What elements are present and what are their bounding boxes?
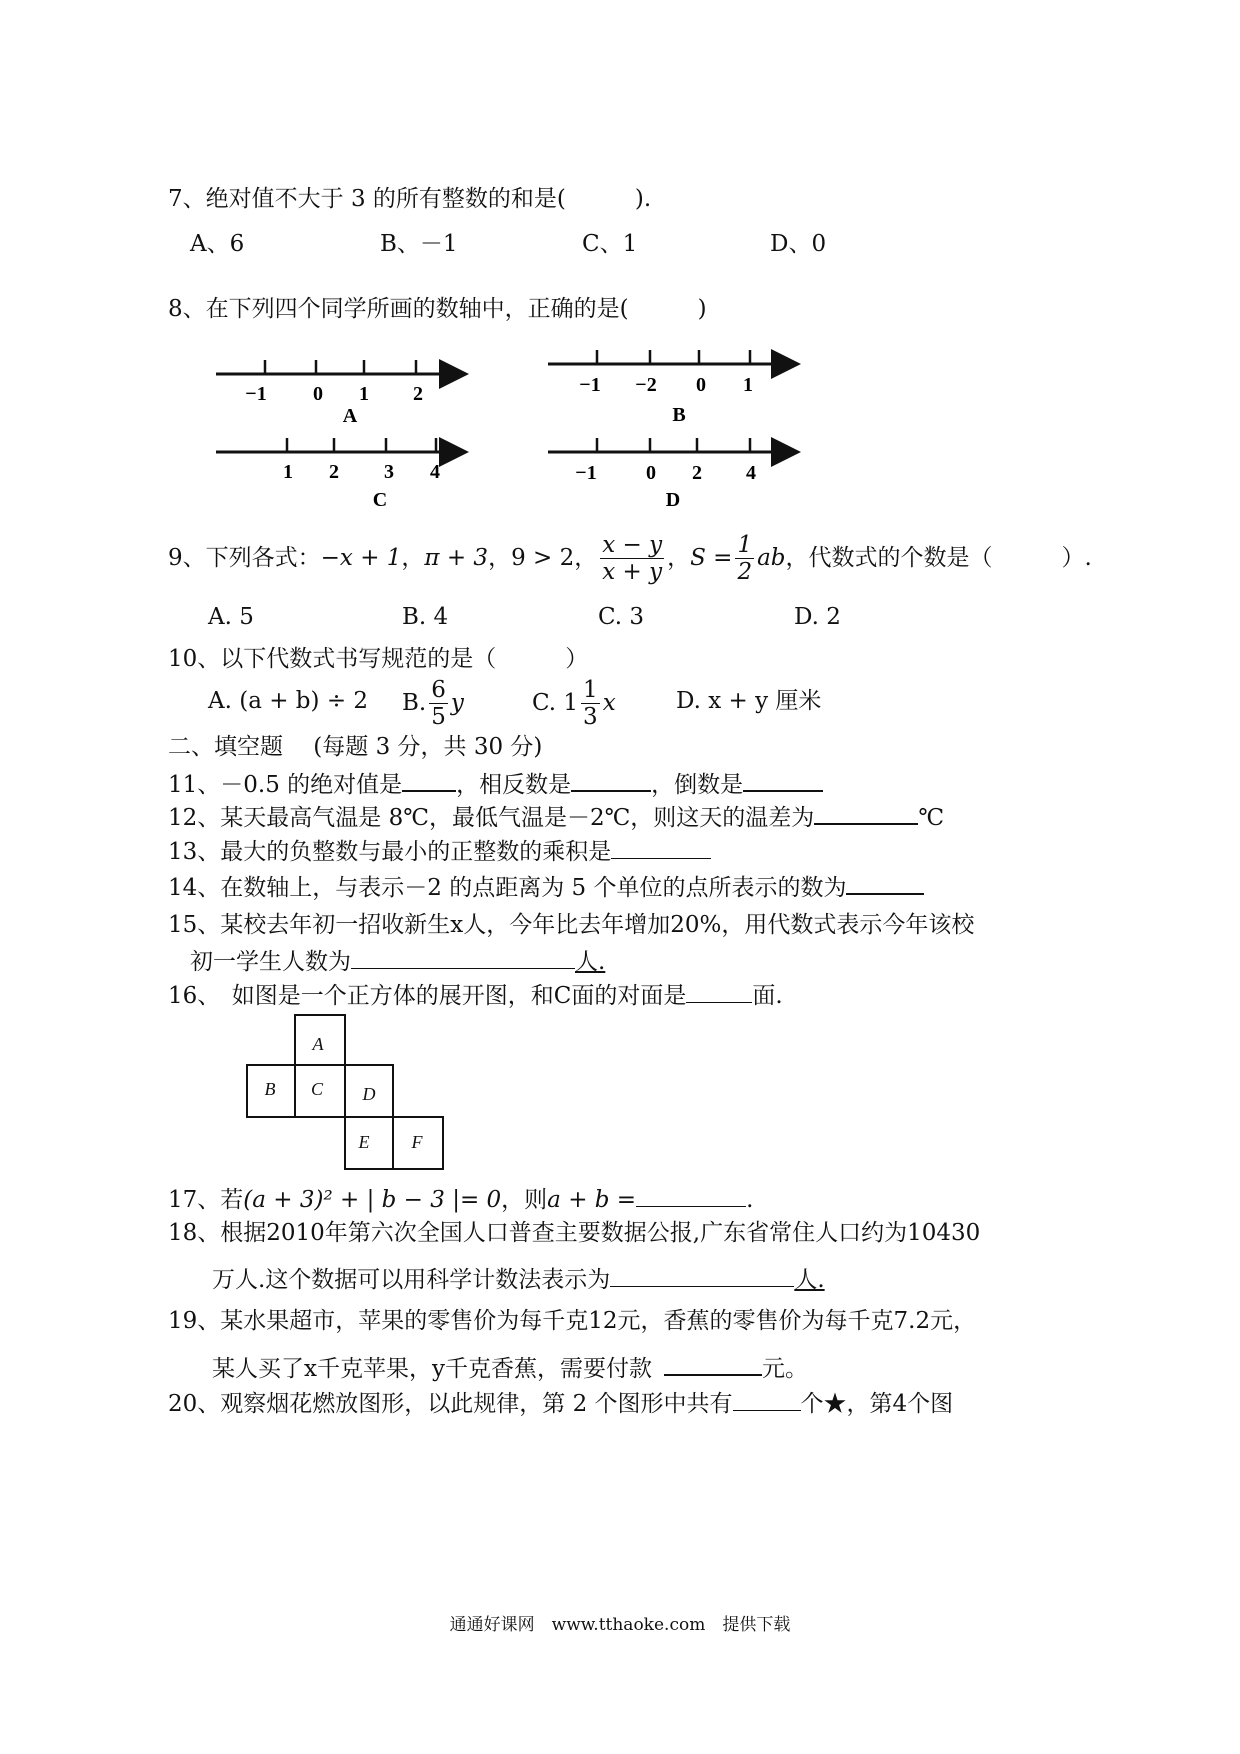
axis-c-label-4: 4 [430,461,440,483]
q19-blank[interactable] [664,1354,762,1376]
question-19-line-1: 19、某水果超市，苹果的零售价为每千克12元，香蕉的零售价为每千克7.2元， [168,1308,977,1334]
q10-option-d: D. x + y 厘米 [676,688,822,714]
q9-sep3: ， [574,544,598,571]
question-15-line-2 [190,948,605,974]
q12-blank[interactable] [814,803,918,825]
q17-expr: (a + 3)² + | b − 3 |= 0 [243,1187,502,1213]
q9-option-a: A. 5 [208,604,254,630]
q20-part-b: 个★，第4个图 [800,1391,954,1417]
cube-face-a: A [312,1034,324,1054]
q17-blank[interactable] [636,1186,746,1207]
question-8: 8、在下列四个同学所画的数轴中，正确的是( ) [168,296,707,322]
axis-d-label-4: 4 [746,462,756,484]
q9-expr2: π + 3 [424,544,489,571]
q18-part-c: 人. [794,1267,825,1293]
cube-face-c: C [310,1079,324,1099]
question-10: 10、以下代数式书写规范的是（ ） [168,646,589,672]
q10-option-b-label: B. [402,689,427,716]
axis-c-label-2: 2 [329,461,339,483]
q15-part-b: 初一学生人数为 [190,949,351,975]
q9-sep2: ， [488,544,512,571]
q12-part-a: 12、某天最高气温是 8℃，最低气温是－2℃，则这天的温差为 [168,805,815,831]
q16-part-a: 16、 如图是一个正方体的展开图，和C面的对面是 [168,983,687,1009]
q9-option-c: C. 3 [598,604,645,630]
q18-blank[interactable] [610,1266,794,1287]
cube-face-f: F [411,1132,423,1152]
q14-part-a: 14、在数轴上，与表示－2 的点距离为 5 个单位的点所表示的数为 [168,875,847,901]
axis-a-label-1: −1 [245,383,267,405]
q17-part-c: a + b = [547,1187,637,1213]
q17-part-d: . [746,1187,754,1213]
question-15-line-1: 15、某校去年初一招收新生x人，今年比去年增加20%，用代数式表示今年该校 [168,912,975,938]
number-line-a [216,360,466,427]
q10-b-den: 5 [431,704,446,731]
axis-a-label-3: 1 [359,383,369,405]
q10-b-var: y [450,689,464,716]
question-17 [168,1186,753,1212]
number-line-b [548,350,798,426]
q9-frac1-num: x − y [602,532,663,558]
q17-part-a: 17、若 [168,1187,244,1213]
q9-fraction-2 [735,532,754,586]
q9-frac1-den: x + y [602,559,663,586]
q14-blank[interactable] [846,873,924,895]
axis-d-label-2: 0 [646,462,656,484]
cube-face-e: E [358,1132,370,1152]
q12-part-b: ℃ [918,805,945,831]
question-18-line-1: 18、根据2010年第六次全国人口普查主要数据公报,广东省常住人口约为10430 [168,1220,981,1246]
q10-option-b [402,677,464,731]
q9-expr1: −x + 1 [320,544,402,571]
number-line-c [216,438,466,511]
q9-frac2-num: 1 [737,532,753,558]
q10-b-num: 6 [431,677,446,703]
question-7: 7、绝对值不大于 3 的所有整数的和是( ). [168,186,652,212]
q16-part-b: 面. [752,983,783,1009]
q10-c-den: 3 [583,704,598,731]
q9-frac2-den: 2 [737,559,753,586]
question-13 [168,838,711,864]
q9-suffix: ，代数式的个数是（ ）. [785,544,1092,571]
question-14 [168,873,924,900]
axis-a-caption: A [342,405,358,427]
axis-b-label-2: −2 [635,374,657,396]
axis-b-caption: B [672,404,686,426]
q15-blank[interactable] [351,948,575,969]
cube-face-b: B [264,1079,276,1099]
axis-b-label-3: 0 [696,374,706,396]
question-12 [168,803,944,830]
question-9 [168,532,1092,586]
q17-part-b: ，则 [501,1187,548,1213]
axis-c-caption: C [372,489,388,511]
axis-d-label-3: 2 [692,462,702,484]
q11-part-b: ，相反数是 [456,772,572,798]
q19-part-b: 某人买了x千克苹果，y千克香蕉，需要付款 [212,1356,652,1382]
number-line-d [548,438,798,511]
question-18-line-2 [212,1266,825,1292]
q9-sep1: ， [401,544,425,571]
q13-blank[interactable] [611,838,711,859]
q20-part-a: 20、观察烟花燃放图形，以此规律，第 2 个图形中共有 [168,1391,733,1417]
q10-option-c-label: C. 1 [532,689,579,716]
cube-face-d: D [362,1084,376,1104]
q9-s-eq: S = [690,544,733,571]
axis-c-label-1: 1 [283,461,293,483]
axis-d-caption: D [665,489,681,511]
q11-blank-2[interactable] [571,770,651,792]
q10-option-c [532,677,616,731]
q19-part-c: 元。 [761,1356,808,1382]
q11-part-c: ，倒数是 [651,772,744,798]
axis-a-label-2: 0 [313,383,323,405]
axis-a-label-4: 2 [413,383,423,405]
q15-part-c: 人. [575,949,606,975]
q16-blank[interactable] [686,982,752,1003]
axis-c-label-3: 3 [384,461,394,483]
section-2-heading: 二、填空题 (每题 3 分，共 30 分) [168,734,543,760]
q18-part-b: 万人.这个数据可以用科学计数法表示为 [212,1267,611,1293]
q9-sep4: ， [667,544,691,571]
q11-part-a: 11、－0.5 的绝对值是 [168,772,403,798]
q11-blank-3[interactable] [743,770,823,792]
q13-part-a: 13、最大的负整数与最小的正整数的乘积是 [168,839,612,865]
q7-option-c: C、1 [582,231,638,257]
q9-option-b: B. 4 [402,604,449,630]
q9-ab: ab [757,544,786,571]
q20-blank[interactable] [733,1390,801,1411]
q10-c-num: 1 [583,677,598,703]
question-16 [168,982,783,1008]
q9-prefix: 9、下列各式： [168,544,321,571]
question-11 [168,770,823,797]
q10-option-b-fraction [429,677,448,731]
question-19-line-2 [212,1354,808,1381]
q9-option-d: D. 2 [794,604,841,630]
q7-option-a: A、6 [190,231,245,257]
q9-fraction-1 [600,532,664,586]
q9-expr3: 9 > 2 [511,544,575,571]
q11-blank-1[interactable] [402,770,456,792]
axis-d-label-1: −1 [575,462,597,484]
q10-c-var: x [602,689,616,716]
page-footer: 通通好课网 www.tthaoke.com 提供下载 [449,1615,791,1635]
q10-option-a: A. (a + b) ÷ 2 [208,688,369,714]
question-20 [168,1390,953,1416]
axis-b-label-1: −1 [579,374,601,396]
q7-option-b: B、－1 [380,231,458,257]
axis-b-label-4: 1 [743,374,753,396]
q7-option-d: D、0 [770,231,827,257]
q10-option-c-fraction [581,677,600,731]
